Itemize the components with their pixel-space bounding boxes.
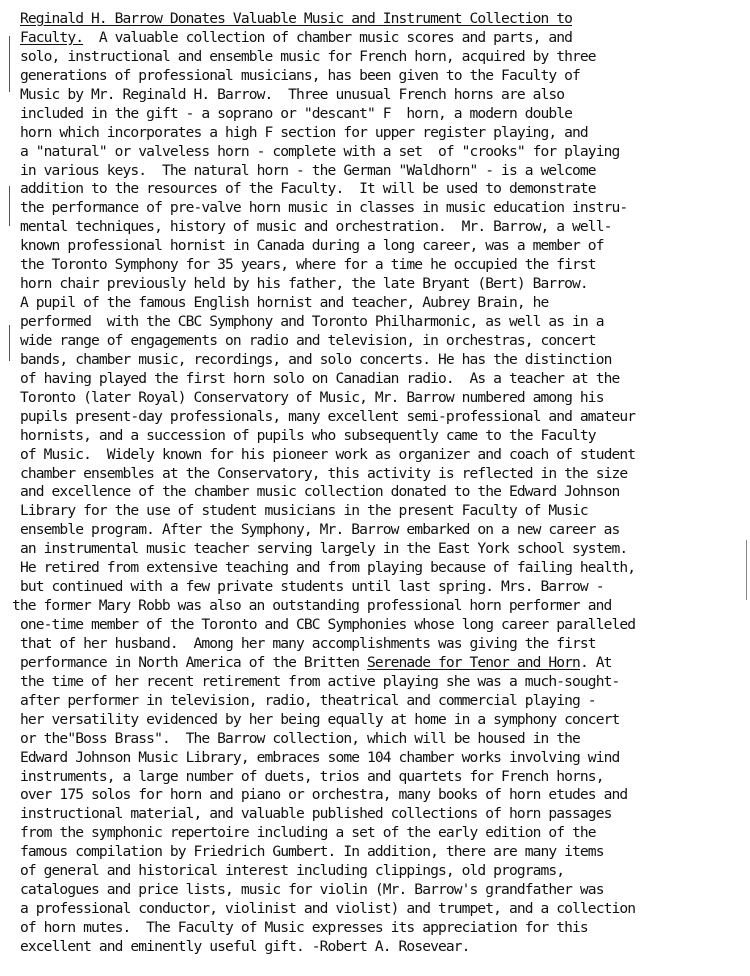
text-line: the performance of pre-valve horn music in classes in music education instru-	[20, 199, 628, 217]
text-line: the Toronto Symphony for 35 years, where for a time he occupied the first	[20, 256, 596, 274]
text-line: performed with the CBC Symphony and Toronto Philharmonic, as well as in a	[20, 313, 604, 330]
text-line: from the symphonic repertoire including a set of the early edition of the	[20, 824, 596, 842]
text-line: that of her husband. Among her many accomplishments was giving the first	[20, 634, 596, 652]
text-line: instructional material, and valuable published collections of horn passages	[20, 805, 612, 823]
text-line: a professional conductor, violinist and violist) and trumpet, and a collection	[20, 900, 636, 918]
text-line: A pupil of the famous English hornist and teacher, Aubrey Brain, he	[20, 294, 549, 312]
text-line: or the"Boss Brass". The Barrow collection, which will be housed in the	[20, 729, 580, 747]
text-line: horn which incorporates a high F section for upper register playing, and	[20, 123, 588, 141]
text-line: an instrumental music teacher serving largely in the East York school system.	[20, 540, 628, 558]
text-line: a "natural" or valveless horn - complete with a set of "crooks" for playing	[20, 142, 620, 160]
text-line: of Music. Widely known for his pioneer work as organizer and coach of student	[20, 445, 636, 463]
text-line: He retired from extensive teaching and from playing because of failing health,	[20, 559, 636, 577]
text-line: of horn mutes. The Faculty of Music expresses its appreciation for this	[20, 919, 588, 936]
text-line: ensemble program. After the Symphony, Mr. Barrow embarked on a new career as	[20, 521, 620, 539]
text-line: her versatility evidenced by her being equally at home in a symphony concert	[20, 710, 620, 728]
text-line: performance in North America of the Britten Serenade for Tenor and Horn. At	[20, 653, 612, 671]
text-line: solo, instructional and ensemble music for French horn, acquired by three	[20, 47, 596, 65]
text-line: included in the gift - a soprano or "descant" F horn, a modern double	[20, 104, 573, 122]
text-line: mental techniques, history of music and orchestration. Mr. Barrow, a well-	[20, 218, 612, 236]
text-line: Edward Johnson Music Library, embraces some 104 chamber works involving wind	[20, 748, 620, 766]
text-line: of having played the first horn solo on Canadian radio. As a teacher at the	[20, 369, 620, 387]
text-line: generations of professional musicians, has been given to the Faculty of	[20, 66, 580, 84]
text-line: wide range of engagements on radio and television, in orchestras, concert	[20, 331, 596, 349]
article-body	[0, 10, 750, 957]
article-signature-line: excellent and eminently useful gift. -Robert A. Rosevear.	[20, 937, 470, 955]
text-line: hornists, and a succession of pupils who subsequently came to the Faculty	[20, 426, 596, 444]
text-line: after performer in television, radio, theatrical and commercial playing -	[20, 691, 596, 709]
text-line: horn chair previously held by his father, the late Bryant (Bert) Barrow.	[20, 275, 588, 293]
article-title: Reginald H. Barrow Donates Valuable Music and Instrument Collection to	[20, 10, 573, 27]
text-line: known professional hornist in Canada during a long career, was a member of	[20, 237, 604, 255]
text-line: addition to the resources of the Faculty. It will be used to demonstrate	[20, 180, 596, 198]
text-line: famous compilation by Friedrich Gumbert. In addition, there are many items	[20, 843, 604, 861]
text-line: but continued with a few private students until last spring. Mrs. Barrow -	[20, 578, 604, 596]
text-line: the former Mary Robb was also an outstanding professional horn performer and	[12, 597, 612, 615]
text-line: bands, chamber music, recordings, and solo concerts. He has the distinction	[20, 350, 612, 368]
text-line: of general and historical interest including clippings, old programs,	[20, 862, 565, 880]
text-line: and excellence of the chamber music collection donated to the Edward Johnson	[20, 483, 620, 501]
text-line: chamber ensembles at the Conservatory, this activity is reflected in the size	[20, 464, 628, 482]
text-line: Music by Mr. Reginald H. Barrow. Three unusual French horns are also	[20, 85, 565, 103]
text-line: the time of her recent retirement from active playing she was a much-sought-	[20, 672, 620, 690]
text-line: Faculty. A valuable collection of chamber music scores and parts, and	[20, 28, 573, 46]
work-title: Serenade for Tenor and Horn	[367, 653, 580, 671]
text-line: catalogues and price lists, music for violin (Mr. Barrow's grandfather was	[20, 881, 604, 899]
text-line: over 175 solos for horn and piano or orchestra, many books of horn etudes and	[20, 786, 628, 804]
text-line: pupils present-day professionals, many excellent semi-professional and amateur	[20, 407, 636, 425]
text-line: in various keys. The natural horn - the German "Waldhorn" - is a welcome	[20, 161, 596, 179]
text-line: instruments, a large number of duets, trios and quartets for French horns,	[20, 767, 604, 785]
text-line: Toronto (later Royal) Conservatory of Music, Mr. Barrow numbered among his	[20, 388, 604, 406]
text-line: Library for the use of student musicians in the present Faculty of Music	[20, 502, 588, 520]
text-line: one-time member of the Toronto and CBC Symphonies whose long career paralleled	[20, 616, 636, 633]
